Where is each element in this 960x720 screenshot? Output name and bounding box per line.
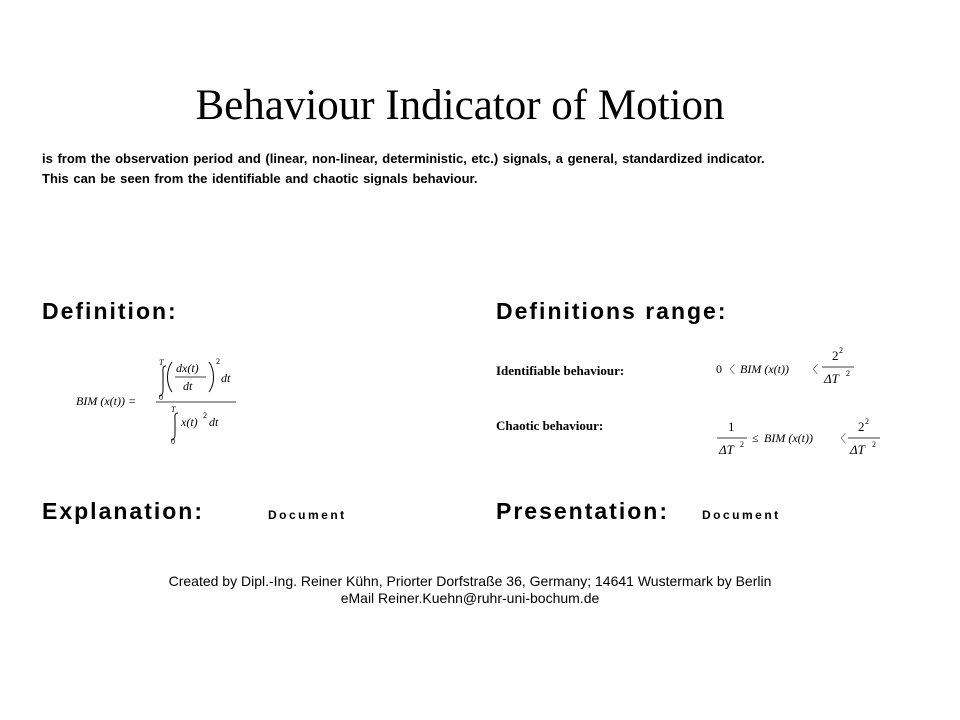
num-upper-limit: T	[159, 358, 164, 367]
explanation-heading: Explanation:	[42, 498, 205, 524]
intro-text	[42, 149, 942, 189]
den-integral-sign	[171, 413, 178, 440]
explanation-document-link[interactable]: Document	[268, 508, 347, 522]
chaotic-den: ΔT	[850, 442, 865, 457]
chaotic-op1: ≤	[752, 431, 759, 445]
page-title: Behaviour Indicator of Motion	[195, 82, 725, 129]
footer	[0, 573, 940, 607]
formula-lhs: BIM (x(t)) =	[76, 394, 137, 408]
chaotic-num-power: 2	[865, 417, 869, 426]
identifiable-den: ΔT	[824, 371, 839, 386]
den-lower-limit: 0	[171, 437, 175, 446]
chaotic-expr: BIM (x(t))	[764, 431, 813, 445]
num-dt: dt	[221, 371, 231, 385]
den-x: x(t)	[181, 415, 198, 429]
definition-heading: Definition:	[42, 298, 178, 324]
num-right-paren	[209, 362, 214, 392]
num-power: 2	[216, 357, 220, 366]
chaotic-label: Chaotic behaviour:	[496, 418, 604, 433]
num-dt-denom: dt	[183, 379, 193, 393]
identifiable-num: 2	[832, 348, 839, 363]
definitions-range-heading: Definitions range:	[496, 298, 728, 324]
chaotic-left-den-power: 2	[740, 440, 744, 449]
intro-line-2: This can be seen from the identifiable and chaotic signals behaviour.	[42, 171, 478, 186]
footer-email[interactable]: eMail Reiner.Kuehn@ruhr-uni-bochum.de	[340, 590, 600, 606]
chaotic-num: 2	[858, 419, 865, 434]
footer-credit: Created by Dipl.-Ing. Reiner Kühn, Priorter Dorfstraße 36, Germany; 14641 Wustermark by Berlin	[168, 573, 772, 589]
identifiable-op: 〈	[724, 364, 735, 376]
num-dx: dx(t)	[176, 361, 199, 375]
identifiable-num-power: 2	[839, 346, 843, 355]
identifiable-label: Identifiable behaviour:	[496, 363, 625, 378]
chaotic-formula	[712, 414, 887, 462]
chaotic-den-power: 2	[872, 440, 876, 449]
den-upper-limit: T	[171, 405, 176, 414]
chaotic-left-den: ΔT	[719, 442, 734, 457]
identifiable-expr: BIM (x(t))	[740, 362, 789, 376]
intro-line-1: is from the observation period and (linear, non-linear, deterministic, etc.) signals, a general, standardized indicator.	[42, 151, 765, 166]
den-dt: dt	[209, 415, 219, 429]
presentation-document-link[interactable]: Document	[702, 508, 781, 522]
chaotic-left-num: 1	[728, 419, 735, 434]
den-power: 2	[203, 411, 207, 420]
definition-formula	[70, 352, 260, 452]
presentation-heading: Presentation:	[496, 498, 669, 524]
identifiable-op2: 〈	[807, 364, 818, 376]
identifiable-den-power: 2	[846, 369, 850, 378]
num-left-paren	[168, 362, 173, 392]
identifiable-formula	[712, 343, 862, 391]
chaotic-op2: 〈	[835, 433, 846, 445]
num-integral-sign	[159, 366, 166, 396]
num-lower-limit: 0	[159, 393, 163, 402]
identifiable-left: 0	[716, 362, 722, 376]
